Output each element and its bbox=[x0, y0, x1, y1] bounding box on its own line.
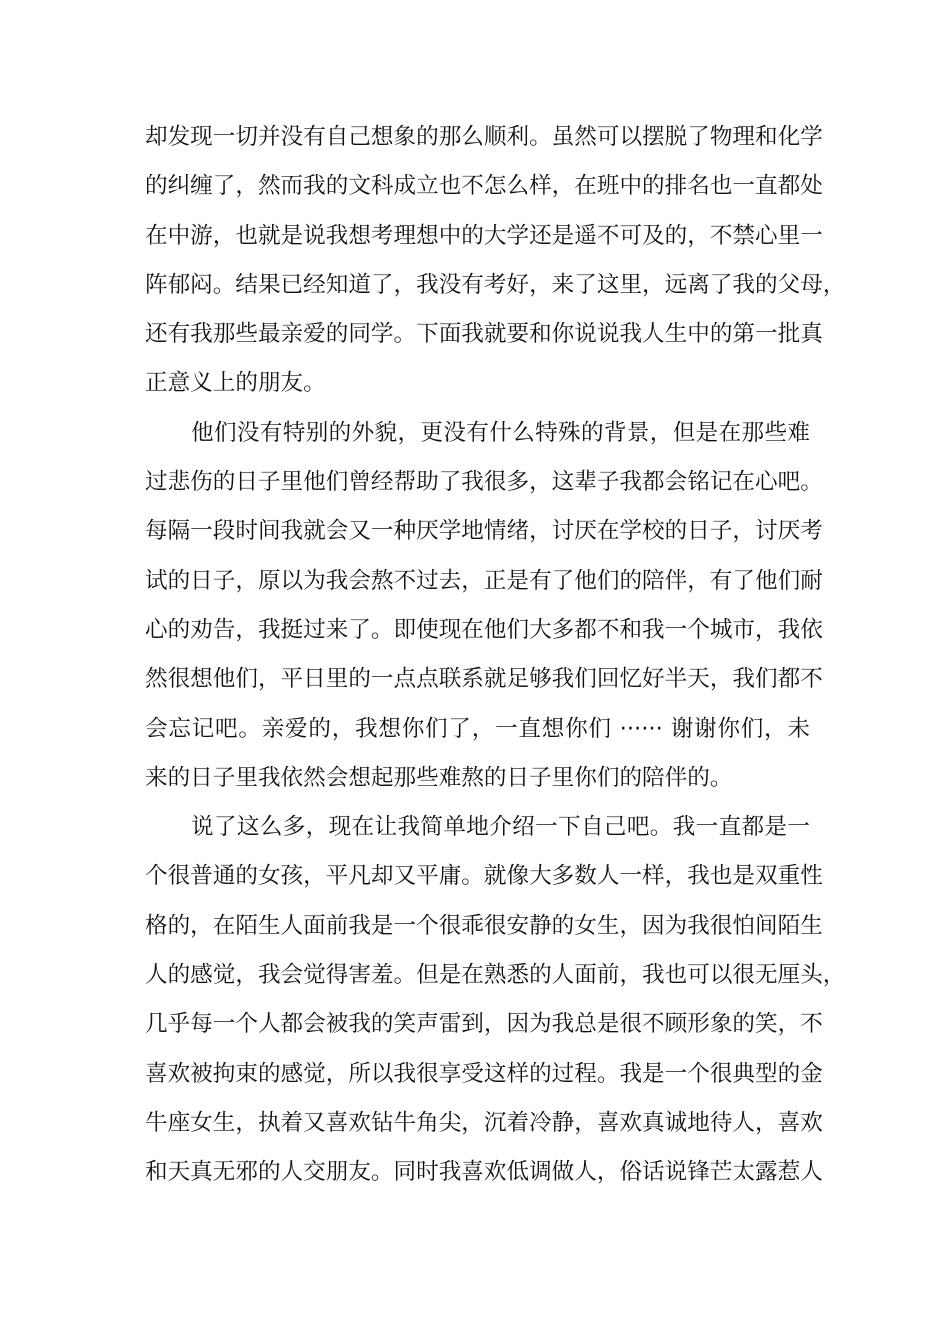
paragraph-line: 他们没有特别的外貌，更没有什么特殊的背景，但是在那些难 bbox=[191, 419, 810, 446]
paragraph-3 bbox=[145, 803, 846, 1197]
paragraph-line: 却发现一切并没有自己想象的那么顺利。虽然可以摆脱了物理和化学 bbox=[145, 124, 823, 150]
paragraph-line: 会忘记吧。亲爱的，我想你们了，一直想你们 ······ 谢谢你们，未 bbox=[145, 715, 810, 742]
paragraph-line: 每隔一段时间我就会又一种厌学地情绪，讨厌在学校的日子，讨厌考 bbox=[145, 518, 823, 545]
paragraph-line: 正意义上的朋友。 bbox=[145, 370, 326, 397]
paragraph-line: 格的，在陌生人面前我是一个很乖很安静的女生，因为我很怕间陌生 bbox=[145, 912, 823, 939]
paragraph-line: 牛座女生，执着又喜欢钻牛角尖，沉着冷静，喜欢真诚地待人，喜欢 bbox=[145, 1109, 823, 1136]
paragraph-line: 个很普通的女孩，平凡却又平庸。就像大多数人一样，我也是双重性 bbox=[145, 863, 823, 890]
paragraph-line: 心的劝告，我挺过来了。即使现在他们大多都不和我一个城市，我依 bbox=[145, 616, 823, 643]
paragraph-line: 来的日子里我依然会想起那些难熬的日子里你们的陪伴的。 bbox=[145, 764, 733, 791]
paragraph-line: 阵郁闷。结果已经知道了，我没有考好，来了这里，远离了我的父母， bbox=[145, 271, 846, 298]
paragraph-1 bbox=[145, 113, 846, 409]
paragraph-2 bbox=[145, 409, 823, 803]
paragraph-line: 几乎每一个人都会被我的笑声雷到，因为我总是很不顾形象的笑，不 bbox=[145, 1011, 823, 1038]
paragraph-line: 过悲伤的日子里他们曾经帮助了我很多，这辈子我都会铭记在心吧。 bbox=[145, 469, 823, 496]
paragraph-line: 喜欢被拘束的感觉，所以我很享受这样的过程。我是一个很典型的金 bbox=[145, 1060, 823, 1087]
paragraph-line: 然很想他们，平日里的一点点联系就足够我们回忆好半天，我们都不 bbox=[145, 666, 823, 693]
paragraph-line: 和天真无邪的人交朋友。同时我喜欢低调做人，俗话说锋芒太露惹人 bbox=[145, 1159, 823, 1186]
paragraph-line: 在中游，也就是说我想考理想中的大学还是遥不可及的，不禁心里一 bbox=[145, 222, 823, 249]
paragraph-line: 还有我那些最亲爱的同学。下面我就要和你说说我人生中的第一批真 bbox=[145, 321, 823, 348]
paragraph-line: 的纠缠了，然而我的文科成立也不怎么样，在班中的排名也一直都处 bbox=[145, 173, 823, 200]
paragraph-line: 试的日子，原以为我会熬不过去，正是有了他们的陪伴，有了他们耐 bbox=[145, 567, 823, 594]
paragraph-line: 人的感觉，我会觉得害羞。但是在熟悉的人面前，我也可以很无厘头， bbox=[145, 962, 846, 989]
document-body bbox=[145, 113, 846, 1198]
paragraph-line: 说了这么多，现在让我简单地介绍一下自己吧。我一直都是一 bbox=[191, 814, 810, 841]
